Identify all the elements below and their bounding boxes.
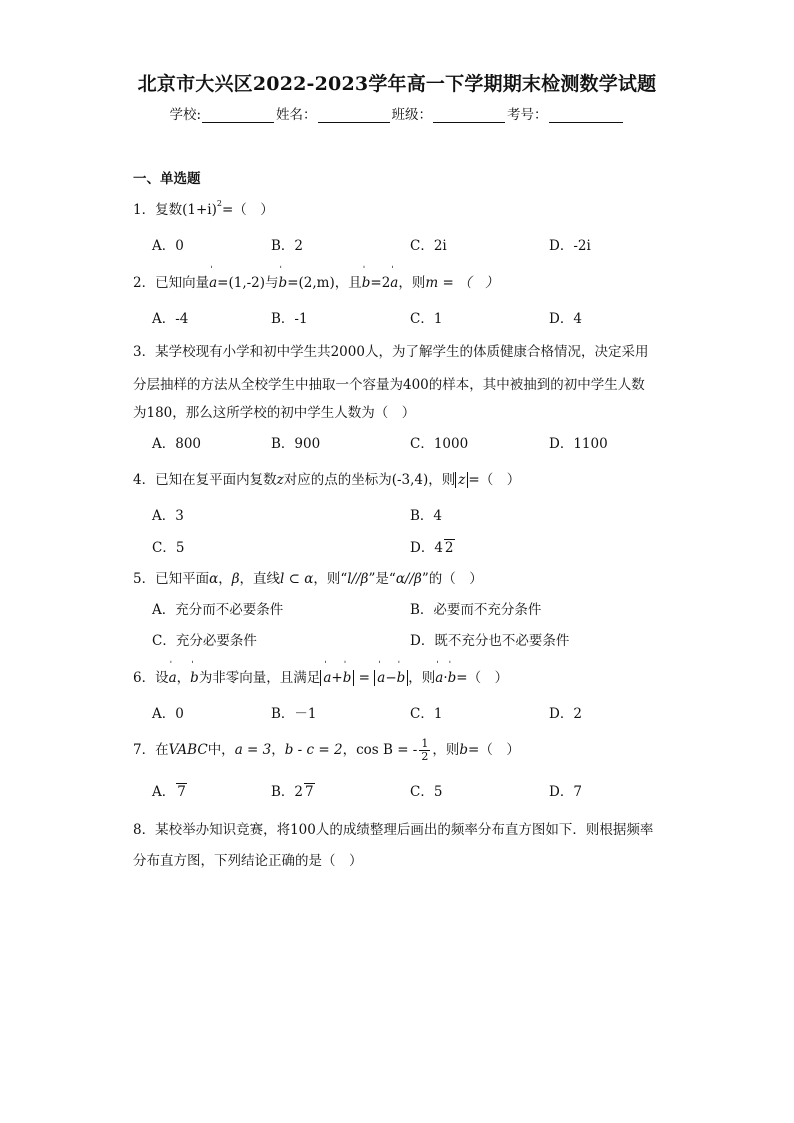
question-number: 6． (133, 670, 156, 686)
question-6 (133, 666, 508, 686)
math-variable: α (209, 571, 219, 587)
numerator: 1 (421, 737, 429, 750)
sqrt-expression: 7 (177, 784, 186, 800)
section-heading: 一、单选题 (133, 171, 201, 187)
fraction (419, 738, 430, 763)
question-text: 已知向量 (155, 275, 210, 291)
question-text: ，且 (334, 275, 362, 291)
vector-a: ˈ a (209, 275, 217, 291)
option-a[interactable]: A．充分而不必要条件 (152, 602, 284, 618)
option-c[interactable]: C．1000 (410, 436, 469, 452)
math-expression: (1+i) (182, 202, 217, 218)
math-expression: b - c = 2 (284, 742, 343, 758)
option-b[interactable]: B．2 (271, 238, 304, 254)
math-modulus-sum: ˈ a+ˈ b (320, 670, 354, 686)
number-blank[interactable] (549, 107, 623, 123)
vector-b: ˈ b (362, 275, 371, 291)
question-7 (133, 738, 520, 763)
math-variable: z (276, 472, 284, 488)
question-text: 中， (207, 742, 235, 758)
question-text: 设 (155, 670, 169, 686)
vector-a: ˈ a (435, 670, 443, 686)
question-4 (133, 468, 520, 488)
class-blank[interactable] (433, 107, 505, 123)
question-text: ，则 (432, 742, 460, 758)
math-variable: β (231, 571, 240, 587)
question-number: 5． (133, 571, 156, 587)
option-a[interactable] (152, 780, 187, 800)
sqrt-expression: 7 (305, 784, 314, 800)
option-a[interactable]: A．-4 (152, 311, 189, 327)
exam-title: 北京市大兴区2022-2023学年高一下学期期末检测数学试题 (137, 73, 657, 95)
student-info-line (0, 103, 794, 123)
exponent: 2 (216, 199, 222, 208)
question-3-line-3: 为180，那么这所学校的初中学生人数为（ ） (133, 405, 416, 421)
math-expression: cos B = - (356, 742, 418, 758)
math-expression: l ⊂ α (280, 571, 314, 587)
question-2 (133, 271, 499, 291)
question-tail: =（ ） (221, 202, 274, 218)
math-variable: b (459, 742, 469, 758)
option-label: B．2 (271, 784, 304, 800)
equals: = (354, 670, 375, 686)
question-tail: =（ ） (468, 472, 521, 488)
math-expression: VABC (168, 742, 208, 758)
option-c[interactable]: C．1 (410, 706, 443, 722)
question-tail: m = （ ） (425, 275, 499, 291)
question-text: 对应的点的坐标为 (283, 472, 392, 488)
option-c[interactable]: C．充分必要条件 (152, 633, 257, 649)
question-3-line-2: 分层抽样的方法从全校学生中抽取一个容量为400的样本，其中被抽到的初中学生人数 (133, 377, 645, 393)
option-c[interactable]: C．2i (410, 238, 447, 254)
comma: ， (176, 670, 191, 686)
option-b[interactable]: B．－1 (271, 706, 317, 722)
dot: · (443, 670, 448, 686)
option-b[interactable]: B．900 (271, 436, 321, 452)
name-label: 姓名： (276, 107, 317, 123)
sqrt-expression: 2 (444, 540, 454, 556)
question-text: 已知在复平面内复数 (155, 472, 277, 488)
vector-a: ˈ a (390, 275, 398, 291)
question-text: ，则 (428, 472, 456, 488)
math-expression: l//β (347, 571, 369, 587)
question-text: 为非零向量，且满足 (198, 670, 321, 686)
comma: ， (342, 742, 357, 758)
vector-b: ˈ b (279, 275, 288, 291)
question-number: 8． (133, 822, 156, 838)
question-text: 已知平面 (155, 571, 210, 587)
math-expression: =(2,m) (287, 275, 335, 291)
question-number: 7． (133, 742, 156, 758)
question-text: ，则 (398, 275, 426, 291)
option-d[interactable]: D．7 (549, 784, 582, 800)
vector-b: ˈ b (448, 670, 457, 686)
denominator: 2 (421, 750, 429, 763)
question-text: 复数 (155, 202, 183, 218)
math-expression: α//β (395, 571, 422, 587)
school-blank[interactable] (202, 107, 274, 123)
option-d[interactable]: D．4 (549, 311, 582, 327)
question-text: ，则 (408, 670, 436, 686)
name-blank[interactable] (318, 107, 390, 123)
number-label: 考号： (507, 107, 548, 123)
option-a[interactable]: A．0 (152, 238, 184, 254)
math-expression: a = 3 (234, 742, 272, 758)
question-8 (133, 818, 653, 838)
option-c[interactable]: C．1 (410, 311, 443, 327)
vector-b: ˈ b (190, 670, 199, 686)
math-expression: =(1,-2) (217, 275, 266, 291)
question-text: 某学校现有小学和初中学生共2000人，为了解学生的体质健康合格情况，决定采用 (155, 344, 649, 360)
option-label: A． (152, 784, 176, 800)
question-number: 4． (133, 472, 156, 488)
question-text: ”是“ (368, 571, 396, 587)
vector-a: ˈ a (169, 670, 177, 686)
question-text: 某校举办知识竞赛，将100人的成绩整理后画出的频率分布直方图如下．则根据频率 (155, 822, 654, 838)
option-a[interactable]: A．3 (152, 508, 184, 524)
option-b[interactable]: B．4 (410, 508, 443, 524)
question-number: 3． (133, 344, 156, 360)
option-a[interactable]: A．800 (152, 436, 202, 452)
question-text: 在 (155, 742, 169, 758)
question-number: 2． (133, 275, 156, 291)
question-tail: =（ ） (456, 670, 509, 686)
question-number: 1． (133, 202, 156, 218)
comma: ， (271, 742, 285, 758)
option-c[interactable]: C．5 (152, 540, 185, 556)
option-c[interactable]: C．5 (410, 784, 443, 800)
question-5 (133, 567, 483, 587)
question-text: ，直线 (239, 571, 281, 587)
math-expression: =2 (370, 275, 391, 291)
question-1 (133, 198, 274, 218)
math-modulus: z (455, 472, 468, 488)
option-d[interactable]: D．既不充分也不必要条件 (410, 633, 570, 649)
option-a[interactable]: A．0 (152, 706, 184, 722)
math-expression: (-3,4) (391, 472, 429, 488)
question-tail: =（ ） (468, 742, 520, 758)
option-b[interactable] (271, 780, 315, 800)
option-d[interactable]: D．1100 (549, 436, 608, 452)
option-b[interactable]: B．-1 (271, 311, 308, 327)
question-3 (133, 340, 648, 360)
question-8-line-2: 分布直方图，下列结论正确的是（ ） (133, 853, 363, 869)
question-text: ，则“ (313, 571, 348, 587)
option-label: D．4 (410, 540, 443, 556)
question-text: 与 (265, 275, 279, 291)
option-d[interactable]: D．2 (549, 706, 582, 722)
question-text: ， (218, 571, 232, 587)
class-label: 班级： (391, 107, 433, 123)
school-label: 学校: (169, 107, 202, 123)
question-tail: ”的（ ） (421, 571, 483, 587)
option-b[interactable]: B．必要而不充分条件 (410, 602, 542, 618)
math-modulus-diff: ˈ a−ˈ b (374, 670, 408, 686)
option-d[interactable] (410, 536, 455, 556)
option-d[interactable]: D．-2i (549, 238, 591, 254)
